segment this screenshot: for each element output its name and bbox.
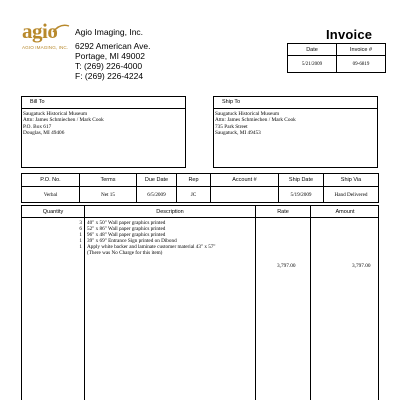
description-line: 39" x 69" Entrance Sign printed on Dibond [87,238,177,245]
ship-to-box [213,96,378,168]
invoice-number-value: 09-6819 [336,56,385,73]
bill-to-line: Saugatuck Historical Museum [23,111,88,117]
line-items-table [21,205,379,400]
ship-to-line: 735 Park Street [215,123,248,130]
quantity-column [62,220,82,250]
rep-value: JC [177,187,211,203]
ship-to-label: Ship To [214,97,377,109]
bill-to-line: P.O. Box 617 [23,123,52,130]
phone-line: T: (269) 226-4000 [75,61,143,71]
bill-to-label: Bill To [22,97,185,109]
po-number-value: Verbal [22,187,80,203]
rate-value: 3,797.00 [277,263,296,269]
line-items-header-row [22,206,378,218]
bill-to-line: Attn: James Schmiechen / Mark Cook [23,117,104,124]
invoice-meta-header-row [288,44,385,56]
ship-date-header: Ship Date [279,174,324,186]
quantity-header: Quantity [42,209,64,215]
document-title: Invoice [326,27,373,42]
account-number-header: Account # [211,174,279,186]
terms-value: Net 15 [80,187,137,203]
address-line: Portage, MI 49002 [75,51,145,61]
company-logo [22,20,70,52]
quantity-value: 1 [79,244,82,251]
quantity-value: 1 [79,238,82,245]
description-header: Description [156,209,184,215]
invoice-meta-value-row [288,56,385,73]
due-date-value: 6/5/2009 [137,187,177,203]
rate-header: Rate [277,209,289,215]
ship-to-address [215,111,296,136]
column-divider [255,206,256,400]
company-name: Agio Imaging, Inc. [75,27,144,37]
description-column [87,220,216,257]
amount-value: 3,797.00 [352,263,371,269]
column-divider [84,206,85,400]
address-line: 6292 American Ave. [75,41,151,51]
order-info-table [21,173,379,203]
rep-header: Rep [177,174,211,186]
bill-to-address [23,111,104,136]
description-line: 40" x 50" Wall paper graphics printed [87,220,166,226]
invoice-number-header: Invoice # [336,44,385,55]
ship-date-value: 5/19/2009 [279,187,324,203]
logo-swoosh-icon [52,24,70,34]
logo-subtitle: AGIO IMAGING, INC. [22,45,69,50]
description-line: (There was No Charge for this item) [87,250,163,257]
terms-header: Terms [80,174,137,186]
bill-to-box [21,96,186,168]
fax-line: F: (269) 226-4224 [75,71,144,81]
company-address [75,41,150,81]
order-info-header-row [22,174,378,187]
column-divider [310,206,311,400]
description-line: 52" x 86" Wall paper graphics printed [87,226,166,233]
description-line: 96" x 48" Wall paper graphics printed [87,232,166,239]
description-line: Apply white backer and laminate customer material 43" x 57" [87,244,216,251]
quantity-value: 6 [79,226,82,233]
account-number-value [211,187,279,203]
ship-to-line: Attn: James Schmiechen / Mark Cook [215,117,296,124]
ship-via-header: Ship Via [340,177,362,183]
date-value: 5/21/2009 [301,62,323,67]
ship-to-line: Saugatuck Historical Museum [215,111,280,117]
invoice-meta-table [287,43,386,73]
logo-wordmark: agio [22,19,58,43]
quantity-value: 1 [79,232,82,239]
due-date-header: Due Date [137,174,177,186]
ship-via-value: Hand Delivered [334,192,368,198]
quantity-value: 3 [79,220,82,226]
amount-header: Amount [335,209,355,215]
order-info-value-row [22,187,378,203]
po-number-header: P.O. No. [22,174,80,186]
date-header: Date [306,46,318,53]
bill-to-line: Douglas, MI 49406 [23,129,65,136]
ship-to-line: Saugatuck, MI 49453 [215,129,261,136]
